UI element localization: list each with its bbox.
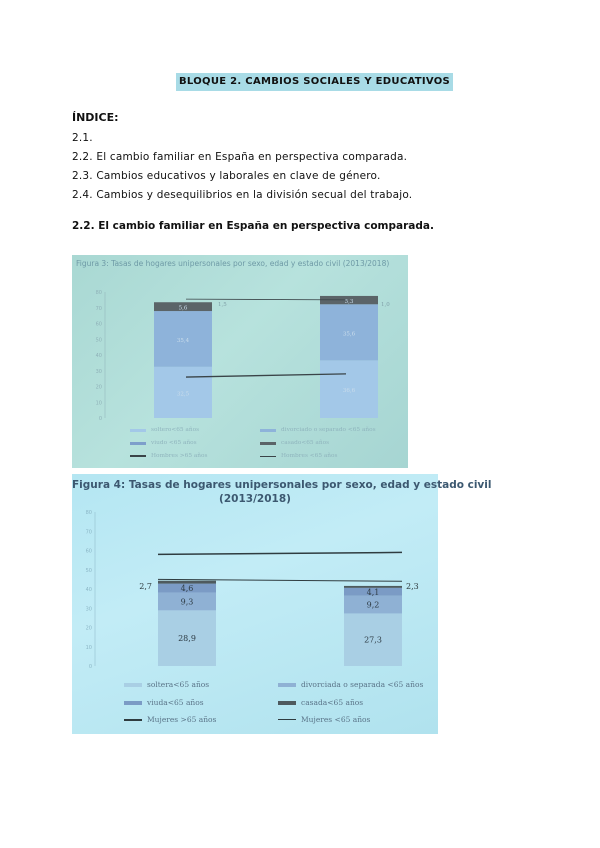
y-tick-label: 20 [85,625,92,632]
bar-value-label: 5,6 [178,305,188,312]
bar-value-label: 35,4 [176,337,190,344]
bar-value-label: 9,3 [180,597,194,607]
bar-value-label: 36,6 [342,388,356,395]
figure4-subtitle: (2013/2018) [219,493,291,505]
line-end-label: 2,7 [139,582,152,591]
line-end-label: 1,5 [218,302,227,308]
y-tick-label: 60 [85,548,92,555]
bar-value-label: 32,5 [176,391,190,398]
bar-value-label: 4,6 [180,584,194,594]
figure3-title: Figura 3: Tasas de hogares unipersonales por sexo, edad y estado civil (2013/2018) [76,259,390,268]
y-tick-label: 30 [95,368,102,375]
document-title: BLOQUE 2. CAMBIOS SOCIALES Y EDUCATIVOS [176,73,453,91]
y-tick-label: 40 [85,587,92,593]
y-tick-label: 10 [95,400,102,407]
figure3-legend-item: Hombres >65 años [130,453,208,459]
y-tick-label: 30 [85,606,92,613]
bar-value-label: 4,1 [366,587,380,597]
bar-value-label: 5,3 [344,299,354,306]
figure4-title: Figura 4: Tasas de hogares unipersonales por sexo, edad y estado civil (2013/2018) [72,479,492,505]
y-tick-label: 60 [95,321,102,328]
bar-value-label: 35,6 [342,331,356,338]
figure3-legend-item: soltero<65 años [130,427,199,433]
y-tick-label: 0 [88,664,92,670]
figure3-photo [72,255,408,468]
y-tick-label: 70 [95,305,102,312]
index-item: 2.4. Cambios y desequilibrios en la división secual del trabajo. [72,189,413,201]
y-tick-label: 70 [85,529,92,536]
index-item: 2.2. El cambio familiar en España en perspectiva comparada. [72,151,408,163]
figure4-legend-item: divorciada o separada <65 años [278,680,423,689]
bar-value-label: 27,3 [364,635,382,645]
figure4-legend-item: Mujeres <65 años [278,715,370,724]
figure4-legend-item: Mujeres >65 años [124,715,216,724]
y-tick-label: 80 [85,510,92,516]
line-end-label: 2,3 [406,582,419,591]
figure3-legend-item: divorciado o separado <65 años [260,427,376,433]
index-item: 2.1. [72,132,93,144]
series-line [158,552,402,554]
y-tick-label: 0 [98,416,102,422]
line-end-label: 1,0 [381,302,390,308]
section-heading: 2.2. El cambio familiar en España en perspectiva comparada. [72,220,434,232]
figure3-legend-item: Hombres <65 años [260,453,338,459]
figure3-legend-item: casado<65 años [260,440,329,446]
bar-value-label: 9,2 [366,600,380,610]
y-tick-label: 50 [95,337,102,344]
figure4-photo [72,474,492,734]
index-item: 2.3. Cambios educativos y laborales en clave de género. [72,170,381,182]
figure4-legend-item: casada<65 años [278,698,363,707]
y-tick-label: 40 [95,353,102,359]
figure4-legend-item: viuda<65 años [124,698,204,707]
figure4-legend-item: soltera<65 años [124,680,209,689]
figure4-chart [72,474,492,734]
figure3-legend-item: viudo <65 años [130,440,197,446]
y-tick-label: 10 [85,644,92,651]
index-heading: ÍNDICE: [72,111,119,124]
bar-value-label: 28,9 [178,634,196,644]
y-tick-label: 50 [85,567,92,574]
figure3-chart [72,255,408,468]
y-tick-label: 80 [95,290,102,296]
y-tick-label: 20 [95,384,102,391]
